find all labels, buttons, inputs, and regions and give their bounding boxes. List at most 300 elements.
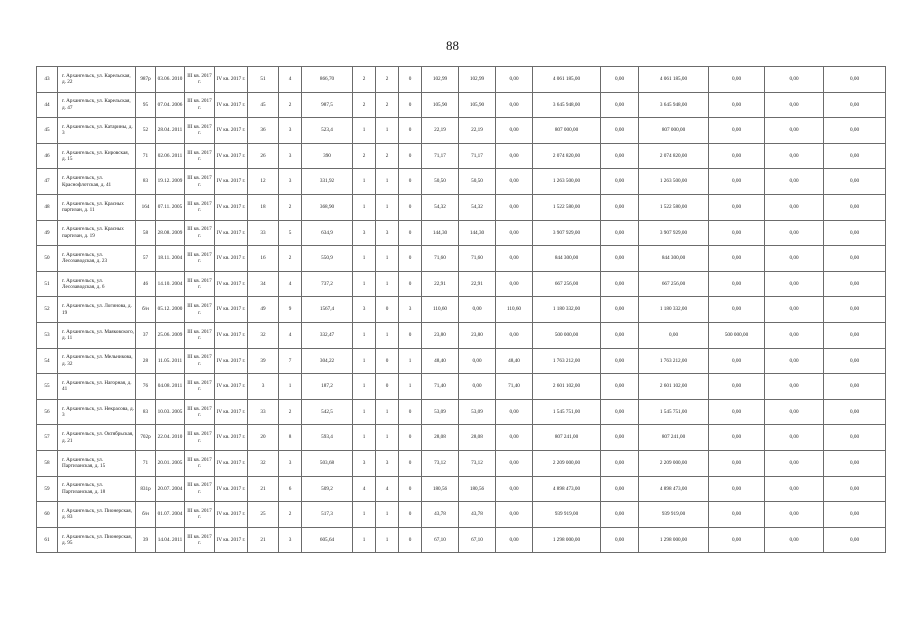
cell-row-number: 60 — [37, 502, 58, 528]
cell-area-total: 67,10 — [422, 527, 459, 553]
cell-row-number: 51 — [37, 271, 58, 297]
cell-planned-end-quarter: IV кв. 2017 г. — [215, 399, 248, 425]
cell-rooms-count: 4 — [279, 271, 302, 297]
cell-extra-budget-cost: 0,00 — [765, 92, 824, 118]
cell-area-total: 105,90 — [422, 92, 459, 118]
cell-document-number: 46 — [136, 271, 156, 297]
table-row — [37, 322, 886, 348]
cell-rooms-count: 8 — [279, 425, 302, 451]
cell-rooms-count: 2 — [279, 399, 302, 425]
cell-resettlement-cost-total: 1 180 332,00 — [533, 297, 601, 323]
cell-premises-private: 2 — [376, 67, 399, 93]
cell-resettlement-cost-total: 3 645 948,00 — [533, 92, 601, 118]
cell-planned-end-quarter: IV кв. 2017 г. — [215, 169, 248, 195]
cell-total-area: 390 — [302, 143, 353, 169]
cell-document-date: 07.11. 2005 — [156, 194, 185, 220]
cell-resettlement-cost-total: 1 298 000,00 — [533, 527, 601, 553]
table-row — [37, 450, 886, 476]
cell-regional-budget-cost: 3 907 929,00 — [639, 220, 709, 246]
cell-document-date: 14.04. 2011 — [156, 527, 185, 553]
cell-fund-cost: 0,00 — [601, 348, 639, 374]
cell-planned-end-quarter: IV кв. 2017 г. — [215, 502, 248, 528]
cell-row-number: 52 — [37, 297, 58, 323]
cell-premises-municipal: 1 — [399, 348, 422, 374]
cell-area-private: 54,32 — [459, 194, 496, 220]
cell-area-municipal: 0,00 — [496, 67, 533, 93]
cell-other-cost: 0,00 — [824, 297, 886, 323]
cell-fund-cost: 0,00 — [601, 425, 639, 451]
cell-planned-start-quarter: III кв. 2017 г. — [185, 322, 215, 348]
cell-document-date: 25.06. 2009 — [156, 322, 185, 348]
cell-fund-cost: 0,00 — [601, 527, 639, 553]
cell-planned-start-quarter: III кв. 2017 г. — [185, 246, 215, 272]
cell-document-number: 987р — [136, 67, 156, 93]
cell-regional-budget-cost: 939 919,00 — [639, 502, 709, 528]
cell-fund-cost: 0,00 — [601, 220, 639, 246]
cell-area-municipal: 48,40 — [496, 348, 533, 374]
cell-resettlement-cost-total: 2 601 102,00 — [533, 374, 601, 400]
cell-extra-budget-cost: 0,00 — [765, 297, 824, 323]
cell-total-area: 605,64 — [302, 527, 353, 553]
cell-other-cost: 0,00 — [824, 527, 886, 553]
cell-resettlement-cost-total: 2 209 000,00 — [533, 450, 601, 476]
cell-residents-count: 3 — [248, 374, 279, 400]
cell-planned-start-quarter: III кв. 2017 г. — [185, 118, 215, 144]
cell-planned-end-quarter: IV кв. 2017 г. — [215, 271, 248, 297]
cell-premises-total: 1 — [353, 425, 376, 451]
cell-premises-municipal: 1 — [399, 374, 422, 400]
cell-regional-budget-cost: 3 645 948,00 — [639, 92, 709, 118]
cell-area-total: 22,19 — [422, 118, 459, 144]
cell-total-area: 304,22 — [302, 348, 353, 374]
cell-fund-cost: 0,00 — [601, 67, 639, 93]
cell-address: г. Архангельск, ул. Карельская, д. 22 — [58, 67, 136, 93]
cell-extra-budget-cost: 0,00 — [765, 194, 824, 220]
cell-premises-total: 3 — [353, 220, 376, 246]
cell-premises-municipal: 0 — [399, 450, 422, 476]
cell-address: г. Архангельск, ул. Кировская, д. 15 — [58, 143, 136, 169]
cell-area-private: 0,00 — [459, 348, 496, 374]
cell-fund-cost: 0,00 — [601, 194, 639, 220]
cell-planned-end-quarter: IV кв. 2017 г. — [215, 143, 248, 169]
cell-extra-budget-cost: 0,00 — [765, 220, 824, 246]
cell-residents-count: 25 — [248, 502, 279, 528]
cell-area-total: 144,30 — [422, 220, 459, 246]
cell-area-private: 67,10 — [459, 527, 496, 553]
cell-address: г. Архангельск, ул. Лесозаводская, д. 23 — [58, 246, 136, 272]
cell-area-municipal: 0,00 — [496, 118, 533, 144]
cell-local-budget-cost: 0,00 — [709, 143, 765, 169]
cell-planned-end-quarter: IV кв. 2017 г. — [215, 425, 248, 451]
cell-rooms-count: 9 — [279, 297, 302, 323]
cell-document-number: 83 — [136, 169, 156, 195]
cell-planned-start-quarter: III кв. 2017 г. — [185, 67, 215, 93]
cell-planned-start-quarter: III кв. 2017 г. — [185, 425, 215, 451]
cell-fund-cost: 0,00 — [601, 476, 639, 502]
table-row — [37, 476, 886, 502]
cell-premises-total: 1 — [353, 322, 376, 348]
cell-regional-budget-cost: 1 763 212,00 — [639, 348, 709, 374]
table-row — [37, 118, 886, 144]
cell-row-number: 44 — [37, 92, 58, 118]
cell-document-date: 11.05. 2011 — [156, 348, 185, 374]
table-row — [37, 348, 886, 374]
cell-local-budget-cost: 0,00 — [709, 194, 765, 220]
cell-area-private: 43,78 — [459, 502, 496, 528]
cell-document-number: 39 — [136, 527, 156, 553]
cell-residents-count: 20 — [248, 425, 279, 451]
cell-extra-budget-cost: 0,00 — [765, 399, 824, 425]
cell-extra-budget-cost: 0,00 — [765, 246, 824, 272]
cell-area-municipal: 0,00 — [496, 425, 533, 451]
cell-area-municipal: 0,00 — [496, 450, 533, 476]
table-row — [37, 374, 886, 400]
cell-premises-municipal: 0 — [399, 143, 422, 169]
cell-planned-start-quarter: III кв. 2017 г. — [185, 476, 215, 502]
cell-area-municipal: 0,00 — [496, 169, 533, 195]
cell-planned-start-quarter: III кв. 2017 г. — [185, 92, 215, 118]
table-row — [37, 425, 886, 451]
cell-rooms-count: 2 — [279, 92, 302, 118]
cell-area-total: 50,50 — [422, 169, 459, 195]
cell-rooms-count: 6 — [279, 476, 302, 502]
cell-document-number: 58 — [136, 220, 156, 246]
cell-area-private: 144,30 — [459, 220, 496, 246]
cell-extra-budget-cost: 0,00 — [765, 169, 824, 195]
table-row — [37, 271, 886, 297]
cell-planned-end-quarter: IV кв. 2017 г. — [215, 450, 248, 476]
cell-document-number: 164 — [136, 194, 156, 220]
cell-area-private: 71,60 — [459, 246, 496, 272]
cell-planned-start-quarter: III кв. 2017 г. — [185, 169, 215, 195]
table-row — [37, 399, 886, 425]
cell-resettlement-cost-total: 1 545 751,00 — [533, 399, 601, 425]
cell-regional-budget-cost: 2 074 820,00 — [639, 143, 709, 169]
cell-address: г. Архангельск, ул. Пионерская, д. 83 — [58, 502, 136, 528]
cell-total-area: 523,4 — [302, 118, 353, 144]
cell-other-cost: 0,00 — [824, 322, 886, 348]
cell-premises-total: 1 — [353, 502, 376, 528]
cell-local-budget-cost: 0,00 — [709, 399, 765, 425]
cell-row-number: 50 — [37, 246, 58, 272]
cell-other-cost: 0,00 — [824, 246, 886, 272]
cell-area-municipal: 0,00 — [496, 92, 533, 118]
cell-premises-municipal: 0 — [399, 118, 422, 144]
cell-premises-total: 2 — [353, 67, 376, 93]
cell-residents-count: 16 — [248, 246, 279, 272]
cell-premises-municipal: 0 — [399, 194, 422, 220]
cell-local-budget-cost: 0,00 — [709, 118, 765, 144]
cell-fund-cost: 0,00 — [601, 374, 639, 400]
cell-total-area: 1567,4 — [302, 297, 353, 323]
cell-total-area: 187,2 — [302, 374, 353, 400]
cell-resettlement-cost-total: 807 000,00 — [533, 118, 601, 144]
cell-extra-budget-cost: 0,00 — [765, 527, 824, 553]
cell-planned-start-quarter: III кв. 2017 г. — [185, 220, 215, 246]
cell-row-number: 55 — [37, 374, 58, 400]
cell-area-private: 23,80 — [459, 322, 496, 348]
cell-document-number: 83 — [136, 399, 156, 425]
cell-other-cost: 0,00 — [824, 476, 886, 502]
cell-other-cost: 0,00 — [824, 92, 886, 118]
cell-local-budget-cost: 0,00 — [709, 169, 765, 195]
cell-rooms-count: 4 — [279, 67, 302, 93]
cell-local-budget-cost: 0,00 — [709, 450, 765, 476]
cell-total-area: 542,5 — [302, 399, 353, 425]
cell-area-total: 48,40 — [422, 348, 459, 374]
cell-area-municipal: 0,00 — [496, 220, 533, 246]
cell-address: г. Архангельск, ул. Катарины, д. 3 — [58, 118, 136, 144]
housing-register-table — [36, 66, 886, 553]
cell-premises-private: 0 — [376, 348, 399, 374]
cell-extra-budget-cost: 0,00 — [765, 450, 824, 476]
cell-document-date: 20.07. 2004 — [156, 476, 185, 502]
cell-premises-private: 1 — [376, 271, 399, 297]
cell-address: г. Архангельск, ул. Логинова, д. 19 — [58, 297, 136, 323]
cell-total-area: 368,90 — [302, 194, 353, 220]
cell-area-private: 180,56 — [459, 476, 496, 502]
cell-document-number: б/н — [136, 297, 156, 323]
cell-premises-total: 1 — [353, 246, 376, 272]
cell-total-area: 634,9 — [302, 220, 353, 246]
cell-planned-start-quarter: III кв. 2017 г. — [185, 297, 215, 323]
cell-extra-budget-cost: 0,00 — [765, 322, 824, 348]
cell-area-municipal: 110,60 — [496, 297, 533, 323]
table-row — [37, 246, 886, 272]
cell-other-cost: 0,00 — [824, 348, 886, 374]
cell-rooms-count: 3 — [279, 527, 302, 553]
cell-resettlement-cost-total: 500 000,00 — [533, 322, 601, 348]
cell-premises-private: 1 — [376, 118, 399, 144]
cell-area-total: 73,12 — [422, 450, 459, 476]
cell-document-date: 04.08. 2011 — [156, 374, 185, 400]
cell-premises-total: 1 — [353, 118, 376, 144]
cell-residents-count: 51 — [248, 67, 279, 93]
cell-premises-municipal: 0 — [399, 92, 422, 118]
cell-document-number: 76 — [136, 374, 156, 400]
cell-premises-total: 1 — [353, 169, 376, 195]
cell-premises-private: 1 — [376, 399, 399, 425]
cell-other-cost: 0,00 — [824, 194, 886, 220]
table-row — [37, 67, 886, 93]
cell-residents-count: 26 — [248, 143, 279, 169]
cell-total-area: 331,92 — [302, 169, 353, 195]
cell-total-area: 866,70 — [302, 67, 353, 93]
cell-premises-private: 3 — [376, 450, 399, 476]
table-row — [37, 297, 886, 323]
cell-fund-cost: 0,00 — [601, 118, 639, 144]
cell-address: г. Архангельск, ул. Краснофлотская, д. 41 — [58, 169, 136, 195]
cell-address: г. Архангельск, ул. Некрасова, д. 3 — [58, 399, 136, 425]
cell-residents-count: 49 — [248, 297, 279, 323]
cell-premises-private: 0 — [376, 297, 399, 323]
cell-fund-cost: 0,00 — [601, 92, 639, 118]
cell-planned-start-quarter: III кв. 2017 г. — [185, 348, 215, 374]
cell-regional-budget-cost: 0,00 — [639, 322, 709, 348]
table-row — [37, 220, 886, 246]
cell-document-number: 71 — [136, 143, 156, 169]
cell-residents-count: 33 — [248, 399, 279, 425]
cell-document-date: 18.11. 2004 — [156, 246, 185, 272]
cell-other-cost: 0,00 — [824, 220, 886, 246]
page-number: 88 — [446, 38, 459, 53]
cell-extra-budget-cost: 0,00 — [765, 374, 824, 400]
cell-document-date: 01.07. 2004 — [156, 502, 185, 528]
cell-resettlement-cost-total: 4 898 473,00 — [533, 476, 601, 502]
cell-rooms-count: 4 — [279, 322, 302, 348]
cell-residents-count: 21 — [248, 476, 279, 502]
cell-premises-total: 1 — [353, 527, 376, 553]
cell-other-cost: 0,00 — [824, 374, 886, 400]
cell-premises-private: 1 — [376, 169, 399, 195]
cell-local-budget-cost: 0,00 — [709, 348, 765, 374]
cell-regional-budget-cost: 2 601 102,00 — [639, 374, 709, 400]
cell-total-area: 987,5 — [302, 92, 353, 118]
cell-premises-municipal: 0 — [399, 425, 422, 451]
cell-extra-budget-cost: 0,00 — [765, 502, 824, 528]
cell-planned-start-quarter: III кв. 2017 г. — [185, 271, 215, 297]
cell-planned-start-quarter: III кв. 2017 г. — [185, 143, 215, 169]
cell-area-total: 23,80 — [422, 322, 459, 348]
cell-row-number: 53 — [37, 322, 58, 348]
cell-other-cost: 0,00 — [824, 425, 886, 451]
cell-premises-total: 1 — [353, 399, 376, 425]
cell-planned-start-quarter: III кв. 2017 г. — [185, 374, 215, 400]
table-row — [37, 169, 886, 195]
cell-area-municipal: 0,00 — [496, 143, 533, 169]
cell-document-date: 19.12. 2009 — [156, 169, 185, 195]
cell-total-area: 550,9 — [302, 246, 353, 272]
cell-local-budget-cost: 500 000,00 — [709, 322, 765, 348]
cell-area-private: 105,90 — [459, 92, 496, 118]
cell-residents-count: 21 — [248, 527, 279, 553]
cell-planned-start-quarter: III кв. 2017 г. — [185, 194, 215, 220]
cell-residents-count: 39 — [248, 348, 279, 374]
cell-document-date: 10.03. 2005 — [156, 399, 185, 425]
cell-regional-budget-cost: 4 898 473,00 — [639, 476, 709, 502]
cell-row-number: 45 — [37, 118, 58, 144]
cell-resettlement-cost-total: 3 907 929,00 — [533, 220, 601, 246]
table-row — [37, 143, 886, 169]
cell-local-budget-cost: 0,00 — [709, 246, 765, 272]
cell-regional-budget-cost: 807 000,00 — [639, 118, 709, 144]
cell-premises-municipal: 0 — [399, 322, 422, 348]
cell-row-number: 54 — [37, 348, 58, 374]
cell-local-budget-cost: 0,00 — [709, 374, 765, 400]
cell-fund-cost: 0,00 — [601, 450, 639, 476]
cell-regional-budget-cost: 667 256,00 — [639, 271, 709, 297]
cell-regional-budget-cost: 844 300,00 — [639, 246, 709, 272]
cell-resettlement-cost-total: 2 074 820,00 — [533, 143, 601, 169]
cell-premises-municipal: 0 — [399, 502, 422, 528]
cell-row-number: 48 — [37, 194, 58, 220]
cell-local-budget-cost: 0,00 — [709, 425, 765, 451]
cell-premises-municipal: 0 — [399, 527, 422, 553]
cell-rooms-count: 7 — [279, 348, 302, 374]
cell-area-private: 22,91 — [459, 271, 496, 297]
cell-area-private: 0,00 — [459, 297, 496, 323]
cell-area-private: 22,19 — [459, 118, 496, 144]
cell-planned-start-quarter: III кв. 2017 г. — [185, 450, 215, 476]
cell-premises-private: 1 — [376, 527, 399, 553]
cell-planned-end-quarter: IV кв. 2017 г. — [215, 194, 248, 220]
cell-planned-end-quarter: IV кв. 2017 г. — [215, 92, 248, 118]
cell-row-number: 49 — [37, 220, 58, 246]
cell-premises-private: 0 — [376, 374, 399, 400]
cell-other-cost: 0,00 — [824, 118, 886, 144]
cell-rooms-count: 1 — [279, 374, 302, 400]
cell-premises-municipal: 0 — [399, 476, 422, 502]
cell-area-private: 53,09 — [459, 399, 496, 425]
cell-residents-count: 32 — [248, 450, 279, 476]
cell-local-budget-cost: 0,00 — [709, 297, 765, 323]
cell-planned-end-quarter: IV кв. 2017 г. — [215, 118, 248, 144]
cell-planned-end-quarter: IV кв. 2017 г. — [215, 374, 248, 400]
cell-extra-budget-cost: 0,00 — [765, 271, 824, 297]
cell-extra-budget-cost: 0,00 — [765, 143, 824, 169]
cell-residents-count: 18 — [248, 194, 279, 220]
cell-premises-municipal: 0 — [399, 169, 422, 195]
cell-area-municipal: 71,40 — [496, 374, 533, 400]
cell-address: г. Архангельск, ул. Маяковского, д. 11 — [58, 322, 136, 348]
cell-document-date: 28.08. 2009 — [156, 220, 185, 246]
cell-area-total: 53,09 — [422, 399, 459, 425]
cell-area-total: 180,56 — [422, 476, 459, 502]
cell-residents-count: 33 — [248, 220, 279, 246]
cell-area-total: 54,32 — [422, 194, 459, 220]
cell-area-private: 73,12 — [459, 450, 496, 476]
cell-area-municipal: 0,00 — [496, 502, 533, 528]
cell-premises-total: 1 — [353, 194, 376, 220]
cell-premises-total: 3 — [353, 297, 376, 323]
cell-area-total: 71,60 — [422, 246, 459, 272]
cell-premises-municipal: 0 — [399, 67, 422, 93]
cell-resettlement-cost-total: 939 919,00 — [533, 502, 601, 528]
cell-planned-start-quarter: III кв. 2017 г. — [185, 502, 215, 528]
cell-premises-total: 2 — [353, 143, 376, 169]
cell-area-total: 28,08 — [422, 425, 459, 451]
cell-area-municipal: 0,00 — [496, 271, 533, 297]
cell-fund-cost: 0,00 — [601, 399, 639, 425]
cell-document-number: 57 — [136, 246, 156, 272]
cell-premises-total: 2 — [353, 92, 376, 118]
cell-premises-municipal: 3 — [399, 297, 422, 323]
cell-planned-end-quarter: IV кв. 2017 г. — [215, 476, 248, 502]
cell-document-date: 03.06. 2010 — [156, 67, 185, 93]
cell-other-cost: 0,00 — [824, 271, 886, 297]
cell-document-date: 14.10. 2004 — [156, 271, 185, 297]
cell-rooms-count: 2 — [279, 502, 302, 528]
cell-premises-private: 3 — [376, 220, 399, 246]
cell-area-municipal: 0,00 — [496, 399, 533, 425]
cell-document-number: б/н — [136, 502, 156, 528]
cell-document-date: 22.04. 2010 — [156, 425, 185, 451]
cell-extra-budget-cost: 0,00 — [765, 348, 824, 374]
cell-rooms-count: 3 — [279, 450, 302, 476]
cell-document-date: 07.04. 2006 — [156, 92, 185, 118]
cell-premises-private: 4 — [376, 476, 399, 502]
cell-document-number: 37 — [136, 322, 156, 348]
cell-address: г. Архангельск, ул. Октябрьская, д. 21 — [58, 425, 136, 451]
cell-premises-private: 1 — [376, 425, 399, 451]
cell-residents-count: 12 — [248, 169, 279, 195]
cell-other-cost: 0,00 — [824, 450, 886, 476]
cell-fund-cost: 0,00 — [601, 502, 639, 528]
cell-other-cost: 0,00 — [824, 67, 886, 93]
cell-total-area: 509,2 — [302, 476, 353, 502]
cell-resettlement-cost-total: 844 300,00 — [533, 246, 601, 272]
cell-premises-private: 2 — [376, 143, 399, 169]
